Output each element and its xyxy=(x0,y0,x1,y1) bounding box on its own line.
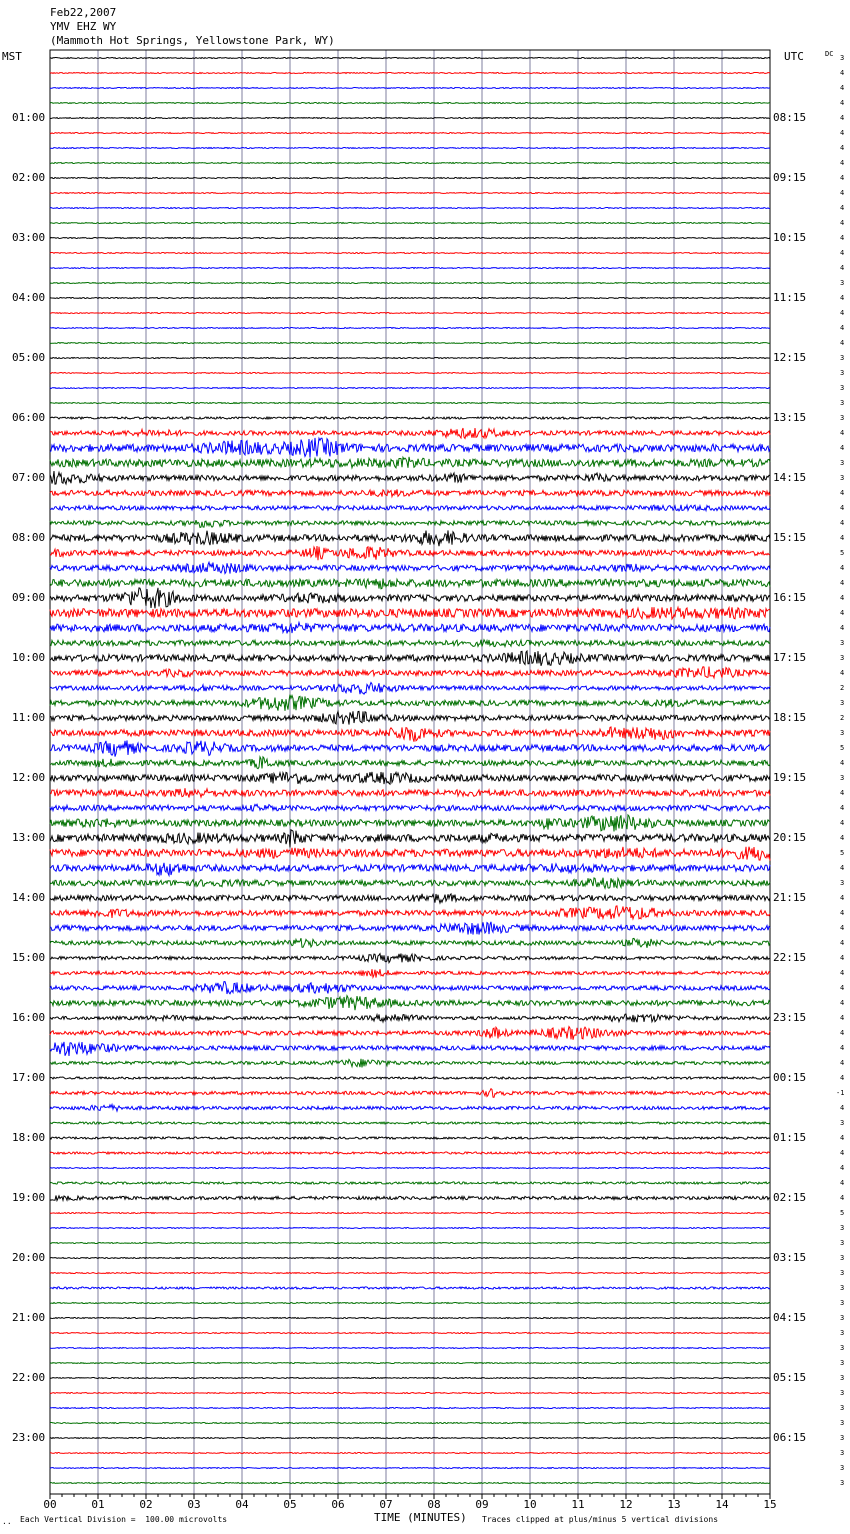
station-location: (Mammoth Hot Springs, Yellowstone Park, WY) xyxy=(50,34,335,47)
dc-offset-value: 4 xyxy=(840,1074,845,1082)
dc-offset-value: 3 xyxy=(840,1464,845,1472)
trace-line xyxy=(50,938,770,948)
dc-offset-value: 4 xyxy=(840,1134,845,1142)
x-tick-label: 07 xyxy=(379,1498,393,1511)
right-hour-label: 23:15 xyxy=(773,1011,807,1024)
left-hour-label: 21:00 xyxy=(12,1311,46,1324)
minute-grid xyxy=(50,50,770,1494)
dc-offset-value: 4 xyxy=(840,339,845,347)
dc-offset-value: 4 xyxy=(840,144,845,152)
trace-line xyxy=(50,1213,770,1214)
dc-offset-value: 4 xyxy=(840,909,845,917)
dc-label: DC xyxy=(825,50,834,58)
trace-line xyxy=(50,103,770,104)
left-hour-label: 08:00 xyxy=(12,531,46,544)
dc-offset-value: 3 xyxy=(840,1449,845,1457)
trace-line xyxy=(50,1228,770,1229)
dc-offset-value: 3 xyxy=(840,729,845,737)
dc-offset-value: 4 xyxy=(840,429,845,437)
dc-offset-value: 3 xyxy=(840,1314,845,1322)
trace-line xyxy=(50,588,770,609)
dc-offset-value: 3 xyxy=(840,414,845,422)
trace-line xyxy=(50,238,770,239)
x-axis-ticks xyxy=(43,1494,776,1511)
x-axis-label: TIME (MINUTES) xyxy=(374,1511,467,1524)
dc-offset-value: 4 xyxy=(840,759,845,767)
trace-line xyxy=(50,388,770,389)
right-hour-label: 17:15 xyxy=(773,651,807,664)
trace-line xyxy=(50,969,770,977)
dc-offset-value: 4 xyxy=(840,444,845,452)
dc-offset-value: 3 xyxy=(840,1389,845,1397)
footer-mark: .. xyxy=(2,1517,12,1526)
x-tick-label: 08 xyxy=(427,1498,441,1511)
x-tick-label: 15 xyxy=(763,1498,777,1511)
left-hour-label: 16:00 xyxy=(12,1011,46,1024)
trace-line xyxy=(50,1014,770,1022)
trace-line xyxy=(50,1168,770,1169)
trace-line xyxy=(50,996,770,1011)
trace-line xyxy=(50,546,770,560)
dc-offset-value: 4 xyxy=(840,204,845,212)
trace-line xyxy=(50,1122,770,1124)
trace-line xyxy=(50,1468,770,1469)
dc-offset-value: 4 xyxy=(840,69,845,77)
left-hour-label: 23:00 xyxy=(12,1431,46,1444)
trace-line xyxy=(50,1378,770,1379)
scale-note: Each Vertical Division = 100.00 microvolts xyxy=(20,1515,228,1524)
left-hour-label: 03:00 xyxy=(12,231,46,244)
record-date: Feb22,2007 xyxy=(50,6,117,19)
x-tick-label: 02 xyxy=(139,1498,153,1511)
dc-offset-value: 4 xyxy=(840,1044,845,1052)
right-hour-label: 06:15 xyxy=(773,1431,807,1444)
plot-frame xyxy=(50,50,770,1494)
trace-line xyxy=(50,148,770,149)
dc-offset-value: 3 xyxy=(840,774,845,782)
trace-line xyxy=(50,711,770,724)
trace-line xyxy=(50,505,770,511)
trace-line xyxy=(50,772,770,784)
trace-line xyxy=(50,562,770,573)
trace-line xyxy=(50,623,770,634)
dc-offset-value: 4 xyxy=(840,294,845,302)
dc-offset-value: 4 xyxy=(840,1179,845,1187)
dc-offset-value: 3 xyxy=(840,879,845,887)
x-tick-label: 09 xyxy=(475,1498,489,1511)
dc-offset-value: 3 xyxy=(840,1224,845,1232)
trace-line xyxy=(50,804,770,811)
dc-offset-value: 4 xyxy=(840,954,845,962)
trace-line xyxy=(50,579,770,589)
dc-offset-value: 4 xyxy=(840,1194,845,1202)
dc-offset-value: 4 xyxy=(840,609,845,617)
trace-line xyxy=(50,178,770,179)
dc-offset-value: 4 xyxy=(840,924,845,932)
dc-offset-value: 3 xyxy=(840,1299,845,1307)
dc-offset-value: 4 xyxy=(840,669,845,677)
dc-offset-value: 3 xyxy=(840,1419,845,1427)
trace-line xyxy=(50,208,770,209)
right-hour-label: 10:15 xyxy=(773,231,807,244)
trace-line xyxy=(50,1408,770,1409)
dc-offset-value: 3 xyxy=(840,1434,845,1442)
right-hour-label: 19:15 xyxy=(773,771,807,784)
seismic-traces xyxy=(50,58,770,1484)
x-tick-label: 10 xyxy=(523,1498,537,1511)
dc-offset-value: 3 xyxy=(840,474,845,482)
trace-line xyxy=(50,223,770,224)
left-hour-label: 09:00 xyxy=(12,591,46,604)
trace-line xyxy=(50,163,770,164)
trace-line xyxy=(50,133,770,134)
dc-offset-value: 4 xyxy=(840,969,845,977)
trace-line xyxy=(50,607,770,619)
trace-line xyxy=(50,283,770,284)
trace-line xyxy=(50,683,770,695)
left-hour-label: 11:00 xyxy=(12,711,46,724)
dc-offset-value: 3 xyxy=(840,1359,845,1367)
trace-line xyxy=(50,830,770,848)
dc-offset-value: 3 xyxy=(840,1479,845,1487)
dc-offset-value: 3 xyxy=(840,1119,845,1127)
right-hour-label: 18:15 xyxy=(773,711,807,724)
dc-offset-value: 3 xyxy=(840,1344,845,1352)
trace-line xyxy=(50,73,770,74)
trace-line xyxy=(50,1453,770,1454)
left-hour-label: 13:00 xyxy=(12,831,46,844)
right-hour-label: 00:15 xyxy=(773,1071,807,1084)
dc-offset-value: 4 xyxy=(840,894,845,902)
clip-note: Traces clipped at plus/minus 5 vertical divisions xyxy=(482,1515,719,1524)
trace-line xyxy=(50,1182,770,1184)
dc-offset-value: 5 xyxy=(840,1209,845,1217)
dc-offset-value: 3 xyxy=(840,654,845,662)
right-hour-label: 11:15 xyxy=(773,291,807,304)
dc-offset-value: 4 xyxy=(840,804,845,812)
left-hour-label: 14:00 xyxy=(12,891,46,904)
trace-line xyxy=(50,428,770,439)
dc-offset-value: 4 xyxy=(840,174,845,182)
trace-line xyxy=(50,268,770,269)
right-hour-label: 15:15 xyxy=(773,531,807,544)
dc-offset-value: 4 xyxy=(840,84,845,92)
trace-line xyxy=(50,1027,770,1040)
right-hour-label: 22:15 xyxy=(773,951,807,964)
left-hour-label: 07:00 xyxy=(12,471,46,484)
dc-offset-value: 2 xyxy=(840,684,845,692)
trace-line xyxy=(50,1273,770,1274)
dc-offset-value: 4 xyxy=(840,159,845,167)
dc-offset-value: 3 xyxy=(840,1374,845,1382)
right-hour-label: 02:15 xyxy=(773,1191,807,1204)
trace-line xyxy=(50,1438,770,1439)
dc-offset-value: 3 xyxy=(840,1239,845,1247)
dc-offset-value: 4 xyxy=(840,864,845,872)
left-hour-label: 04:00 xyxy=(12,291,46,304)
dc-offset-value: 4 xyxy=(840,234,845,242)
x-tick-label: 06 xyxy=(331,1498,345,1511)
dc-offset-value: 4 xyxy=(840,99,845,107)
dc-offset-value: 4 xyxy=(840,579,845,587)
right-hour-label: 20:15 xyxy=(773,831,807,844)
dc-offset-value: 3 xyxy=(840,54,845,62)
right-hour-label: 04:15 xyxy=(773,1311,807,1324)
x-tick-label: 11 xyxy=(571,1498,585,1511)
left-hour-label: 22:00 xyxy=(12,1371,46,1384)
trace-line xyxy=(50,815,770,832)
trace-line xyxy=(50,1363,770,1364)
trace-line xyxy=(50,1089,770,1098)
dc-offset-value: 5 xyxy=(840,549,845,557)
dc-offset-value: 3 xyxy=(840,354,845,362)
right-hour-label: 05:15 xyxy=(773,1371,807,1384)
trace-line xyxy=(50,118,770,119)
dc-offset-value: 3 xyxy=(840,399,845,407)
trace-line xyxy=(50,373,770,374)
dc-offset-value: 5 xyxy=(840,849,845,857)
right-hour-label: 01:15 xyxy=(773,1131,807,1144)
dc-offset-value: 3 xyxy=(840,1269,845,1277)
dc-offset-value: 3 xyxy=(840,279,845,287)
x-tick-label: 14 xyxy=(715,1498,729,1511)
dc-offset-value: 4 xyxy=(840,984,845,992)
trace-line xyxy=(50,1318,770,1319)
left-hour-label: 20:00 xyxy=(12,1251,46,1264)
dc-offset-value: 4 xyxy=(840,834,845,842)
left-timezone-label: MST xyxy=(2,50,22,63)
dc-offset-value: 3 xyxy=(840,459,845,467)
dc-offset-value: 4 xyxy=(840,249,845,257)
dc-offset-value: 4 xyxy=(840,324,845,332)
trace-line xyxy=(50,88,770,89)
trace-line xyxy=(50,1423,770,1424)
trace-line xyxy=(50,1303,770,1304)
dc-offset-value: 4 xyxy=(840,129,845,137)
dc-offset-value: 3 xyxy=(840,384,845,392)
dc-offset-value: 4 xyxy=(840,819,845,827)
dc-offset-value: 4 xyxy=(840,489,845,497)
dc-offset-value: 5 xyxy=(840,744,845,752)
trace-line xyxy=(50,1042,770,1056)
right-hour-label: 14:15 xyxy=(773,471,807,484)
dc-offset-value: 4 xyxy=(840,939,845,947)
trace-line xyxy=(50,489,770,496)
trace-line xyxy=(50,1059,770,1068)
dc-offset-value: 4 xyxy=(840,114,845,122)
left-hour-label: 17:00 xyxy=(12,1071,46,1084)
x-tick-label: 00 xyxy=(43,1498,57,1511)
right-timezone-label: UTC xyxy=(784,50,804,63)
trace-line xyxy=(50,651,770,666)
x-tick-label: 12 xyxy=(619,1498,633,1511)
dc-offset-value: 4 xyxy=(840,1149,845,1157)
left-hour-label: 15:00 xyxy=(12,951,46,964)
trace-line xyxy=(50,530,770,546)
station-code: YMV EHZ WY xyxy=(50,20,117,33)
trace-line xyxy=(50,253,770,254)
trace-line xyxy=(50,1333,770,1334)
trace-line xyxy=(50,193,770,194)
trace-line xyxy=(50,982,770,994)
left-hour-label: 18:00 xyxy=(12,1131,46,1144)
trace-line xyxy=(50,438,770,458)
x-tick-label: 13 xyxy=(667,1498,681,1511)
dc-offset-value: 4 xyxy=(840,519,845,527)
trace-line xyxy=(50,328,770,329)
dc-offset-value: 3 xyxy=(840,1284,845,1292)
trace-line xyxy=(50,1287,770,1289)
trace-line xyxy=(50,906,770,919)
left-hour-label: 10:00 xyxy=(12,651,46,664)
trace-line xyxy=(50,954,770,963)
trace-line xyxy=(50,457,770,468)
left-hour-label: 02:00 xyxy=(12,171,46,184)
trace-line xyxy=(50,1137,770,1139)
x-tick-label: 05 xyxy=(283,1498,297,1511)
trace-line xyxy=(50,1483,770,1484)
left-hour-label: 01:00 xyxy=(12,111,46,124)
dc-offset-value: 3 xyxy=(840,1329,845,1337)
dc-offset-value: 3 xyxy=(840,699,845,707)
x-tick-label: 03 xyxy=(187,1498,201,1511)
dc-offset-value: 4 xyxy=(840,1059,845,1067)
left-hour-label: 06:00 xyxy=(12,411,46,424)
trace-line xyxy=(50,788,770,797)
dc-offset-value: 4 xyxy=(840,564,845,572)
dc-offset-value: 4 xyxy=(840,999,845,1007)
trace-line xyxy=(50,878,770,889)
x-tick-label: 01 xyxy=(91,1498,105,1511)
dc-offset-value: 4 xyxy=(840,1164,845,1172)
trace-line xyxy=(50,667,770,678)
dc-offset-value: 4 xyxy=(840,534,845,542)
left-hour-label: 19:00 xyxy=(12,1191,46,1204)
dc-offset-value: 3 xyxy=(840,369,845,377)
dc-offset-value: 4 xyxy=(840,264,845,272)
dc-offset-value: 3 xyxy=(840,1404,845,1412)
trace-line xyxy=(50,922,770,935)
trace-line xyxy=(50,740,770,756)
trace-line xyxy=(50,417,770,419)
trace-line xyxy=(50,847,770,861)
trace-line xyxy=(50,403,770,404)
right-hour-label: 21:15 xyxy=(773,891,807,904)
trace-line xyxy=(50,343,770,344)
dc-offset-value: 4 xyxy=(840,594,845,602)
trace-line xyxy=(50,695,770,711)
trace-line xyxy=(50,1077,770,1079)
right-hour-label: 03:15 xyxy=(773,1251,807,1264)
x-tick-label: 04 xyxy=(235,1498,249,1511)
right-hour-label: 09:15 xyxy=(773,171,807,184)
dc-offset-value: 4 xyxy=(840,219,845,227)
trace-line xyxy=(50,1393,770,1394)
trace-line xyxy=(50,640,770,647)
trace-line xyxy=(50,1258,770,1259)
dc-offset-value: 4 xyxy=(840,789,845,797)
trace-line xyxy=(50,358,770,359)
trace-line xyxy=(50,894,770,903)
trace-line xyxy=(50,727,770,742)
right-hour-label: 08:15 xyxy=(773,111,807,124)
trace-line xyxy=(50,757,770,769)
dc-offset-value: 3 xyxy=(840,639,845,647)
left-hour-label: 05:00 xyxy=(12,351,46,364)
trace-line xyxy=(50,471,770,484)
trace-line xyxy=(50,1152,770,1154)
dc-offset-value: 2 xyxy=(840,714,845,722)
right-hour-label: 13:15 xyxy=(773,411,807,424)
dc-offset-value: 4 xyxy=(840,1104,845,1112)
right-hour-label: 12:15 xyxy=(773,351,807,364)
dc-offset-value: 4 xyxy=(840,624,845,632)
trace-line xyxy=(50,1243,770,1244)
trace-line xyxy=(50,863,770,876)
dc-offset-value: 4 xyxy=(840,1029,845,1037)
dc-offset-value: 4 xyxy=(840,309,845,317)
dc-offset-value: 4 xyxy=(840,504,845,512)
right-hour-label: 16:15 xyxy=(773,591,807,604)
trace-line xyxy=(50,1196,770,1201)
dc-offset-value: -1 xyxy=(836,1089,845,1097)
trace-line xyxy=(50,58,770,59)
left-hour-label: 12:00 xyxy=(12,771,46,784)
dc-offset-value: 3 xyxy=(840,1254,845,1262)
trace-line xyxy=(50,313,770,314)
dc-offset-value: 4 xyxy=(840,1014,845,1022)
trace-line xyxy=(50,520,770,527)
trace-line xyxy=(50,1348,770,1349)
trace-line xyxy=(50,298,770,299)
trace-line xyxy=(50,1105,770,1112)
dc-offset-value: 4 xyxy=(840,189,845,197)
